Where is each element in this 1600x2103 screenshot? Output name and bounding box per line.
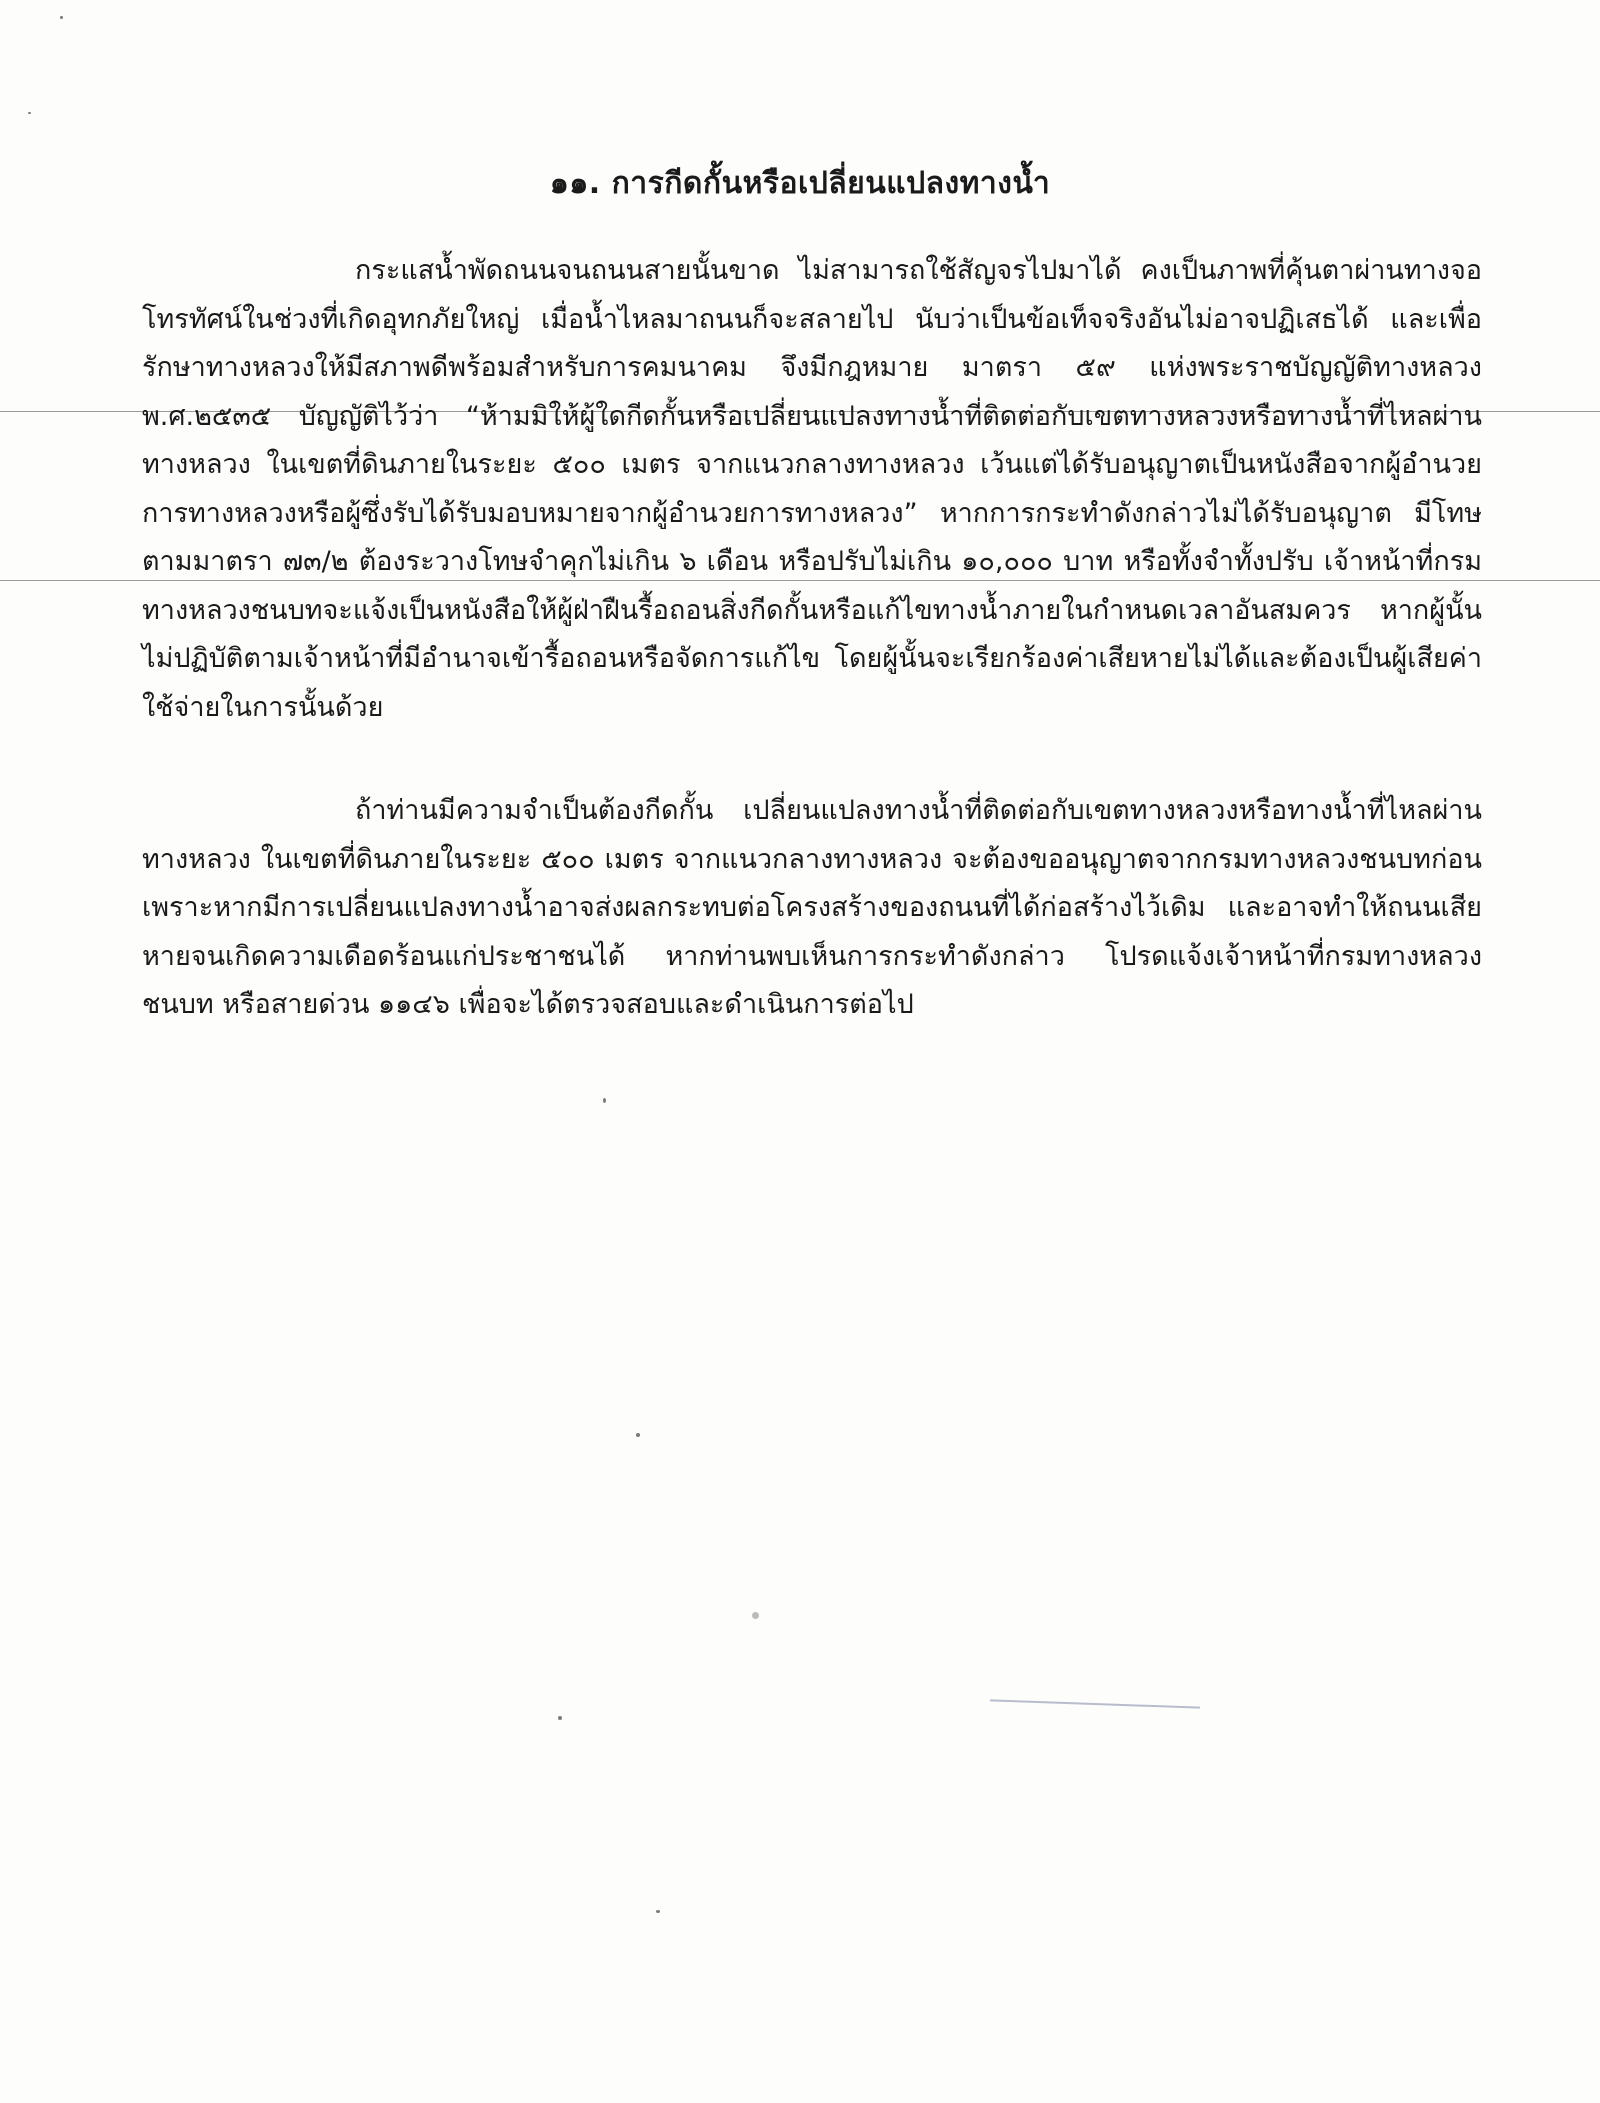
- scan-speck: [28, 112, 31, 114]
- body-paragraph: กระแสน้ำพัดถนนจนถนนสายนั้นขาด ไม่สามารถใช้สัญจรไปมาได้ คงเป็นภาพที่คุ้นตาผ่านทางจอโทรทัศน์ในช่วงที่เกิดอุทกภัยใหญ่ เมื่อน้ำไหลมาถนนก็จะสลายไป นับว่าเป็นข้อเท็จจริงอันไม่อาจปฏิเสธได้ และเพื่อรักษาทางหลวงให้มีสภาพดีพร้อมสำหรับการคมนาคม จึงมีกฎหมาย มาตรา ๕๙ แห่งพระราชบัญญัติทางหลวง พ.ศ.๒๕๓๕ บัญญัติไว้ว่า “ห้ามมิให้ผู้ใดกีดกั้นหรือเปลี่ยนแปลงทางน้ำที่ติดต่อกับเขตทางหลวงหรือทางน้ำที่ไหลผ่านทางหลวง ในเขตที่ดินภายในระยะ ๕๐๐ เมตร จากแนวกลางทางหลวง เว้นแต่ได้รับอนุญาตเป็นหนังสือจากผู้อำนวยการทางหลวงหรือผู้ซึ่งรับได้รับมอบหมายจากผู้อำนวยการทางหลวง” หากการกระทำดังกล่าวไม่ได้รับอนุญาต มีโทษตามมาตรา ๗๓/๒ ต้องระวางโทษจำคุกไม่เกิน ๖ เดือน หรือปรับไม่เกิน ๑๐,๐๐๐ บาท หรือทั้งจำทั้งปรับ เจ้าหน้าที่กรมทางหลวงชนบทจะแจ้งเป็นหนังสือให้ผู้ฝ่าฝืนรื้อถอนสิ่งกีดกั้นหรือแก้ไขทางน้ำภายในกำหนดเวลาอันสมควร หากผู้นั้นไม่ปฏิบัติตามเจ้าหน้าที่มีอำนาจเข้ารื้อถอนหรือจัดการแก้ไข โดยผู้นั้นจะเรียกร้องค่าเสียหายไม่ได้และต้องเป็นผู้เสียค่าใช้จ่ายในการนั้นด้วย: [142, 255, 1482, 723]
- scan-speck: [603, 1098, 606, 1103]
- scan-speck: [752, 1612, 759, 1619]
- scan-speck: [60, 16, 63, 19]
- body-paragraph: ถ้าท่านมีความจำเป็นต้องกีดกั้น เปลี่ยนแปลงทางน้ำที่ติดต่อกับเขตทางหลวงหรือทางน้ำที่ไหลผ่านทางหลวง ในเขตที่ดินภายในระยะ ๕๐๐ เมตร จากแนวกลางทางหลวง จะต้องขออนุญาตจากกรมทางหลวงชนบทก่อน เพราะหากมีการเปลี่ยนแปลงทางน้ำอาจส่งผลกระทบต่อโครงสร้างของถนนที่ได้ก่อสร้างไว้เดิม และอาจทำให้ถนนเสียหายจนเกิดความเดือดร้อนแก่ประชาชนได้ หากท่านพบเห็นการกระทำดังกล่าว โปรดแจ้งเจ้าหน้าที่กรมทางหลวงชนบท หรือสายด่วน ๑๑๔๖ เพื่อจะได้ตรวจสอบและดำเนินการต่อไป: [142, 795, 1482, 1020]
- scan-speck: [558, 1716, 562, 1720]
- scan-speck: [656, 1910, 660, 1913]
- page-title: ๑๑. การกีดกั้นหรือเปลี่ยนแปลงทางน้ำ: [549, 166, 1051, 202]
- scan-pen-mark: [990, 1699, 1200, 1708]
- scan-speck: [636, 1433, 640, 1437]
